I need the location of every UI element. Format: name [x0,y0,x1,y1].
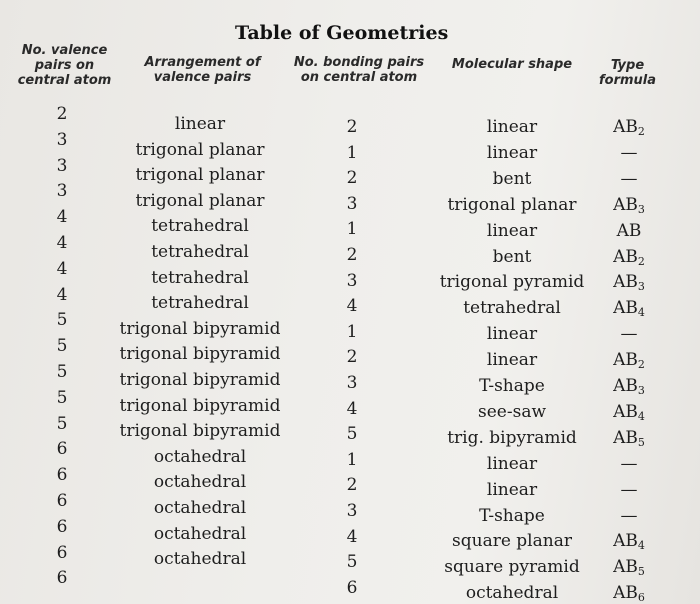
molecular-shape-cell: trigonal planar [447,194,577,215]
arrangement-cell: trigonal bipyramid [119,318,281,339]
formula-base: — [620,324,638,345]
bonding-pairs-cell: 2 [346,117,358,137]
molecular-shape-cell: bent [492,246,532,267]
valence-pairs-cell: 4 [56,233,68,253]
type-formula-cell [594,506,664,526]
formula-base: — [620,505,638,526]
arrangement-cell: trigonal bipyramid [119,395,281,416]
header-molecular-shape [448,57,576,72]
type-formula-cell [594,454,664,474]
formula-subscript: 4 [637,539,645,553]
formula-base: AB [613,272,638,293]
arrangement-cell: trigonal bipyramid [119,370,281,390]
header-line: No. valence [21,43,108,58]
arrangement-cell: tetrahedral [151,242,249,262]
type-formula-cell [594,247,664,267]
arrangement-cell: octahedral [153,472,247,493]
valence-pairs-cell: 6 [56,568,68,589]
molecular-shape-cell: tetrahedral [463,298,561,319]
type-formula-cell [594,531,664,551]
arrangement-cell: octahedral [153,498,247,518]
formula-subscript: 2 [637,254,645,268]
formula-base: AB [613,427,638,448]
formula-base: AB [613,557,638,578]
header-bonding-pairs [290,55,428,85]
valence-pairs-cell: 5 [56,310,68,331]
valence-pairs-cell: 5 [56,336,68,357]
arrangement-cell: octahedral [153,549,247,570]
valence-pairs-cell: 6 [56,516,68,537]
formula-base: AB [613,117,638,137]
type-formula-cell [594,272,664,292]
table-title: Table of Geometries [235,22,449,44]
molecular-shape-cell: trig. bipyramid [447,427,577,448]
molecular-shape-cell: trigonal pyramid [439,272,585,293]
formula-base: AB [613,376,638,396]
arrangement-cell: tetrahedral [151,216,249,237]
header-line: Arrangement of [144,55,261,70]
header-line: Molecular shape [451,57,573,72]
formula-subscript: 2 [637,358,645,372]
header-line: Type [610,58,645,73]
bonding-pairs-cell: 2 [346,245,358,265]
formula-base: AB [613,401,638,422]
valence-pairs-cell: 5 [56,387,68,408]
formula-base: — [620,142,638,163]
bonding-pairs-cell: 3 [346,193,358,214]
bonding-pairs-cell: 1 [346,219,358,240]
type-formula-cell [594,402,664,422]
molecular-shape-cell: linear [486,220,538,241]
formula-base: AB [613,298,638,319]
formula-subscript: 3 [637,384,645,397]
bonding-pairs-cell: 3 [346,373,358,393]
type-formula-cell [594,221,664,241]
type-formula-cell [594,298,664,318]
type-formula-cell [594,143,664,163]
valence-pairs-cell: 6 [56,439,68,460]
bonding-pairs-cell: 3 [346,501,358,521]
type-formula-cell [594,324,664,344]
formula-base: — [620,453,638,474]
formula-base: AB [613,350,638,371]
arrangement-cell: trigonal planar [135,165,265,186]
type-formula-cell [594,117,664,137]
valence-pairs-cell: 4 [56,207,68,228]
formula-base: AB [613,583,638,604]
arrangement-cell: trigonal bipyramid [119,421,281,442]
molecular-shape-cell: linear [486,453,538,474]
molecular-shape-cell: T-shape [479,376,545,396]
type-formula-cell [594,428,664,448]
formula-base: AB [613,246,638,267]
arrangement-cell: octahedral [153,523,247,544]
header-type-formula [595,58,660,88]
molecular-shape-cell: see-saw [478,401,546,422]
formula-subscript: 3 [637,280,645,294]
bonding-pairs-cell: 1 [346,449,358,470]
molecular-shape-cell: linear [486,479,538,500]
type-formula-cell [594,376,664,396]
valence-pairs-cell: 6 [56,542,68,563]
bonding-pairs-cell: 1 [346,142,358,163]
type-formula-cell [594,583,664,603]
valence-pairs-cell: 5 [56,413,68,434]
header-arrangement [140,55,265,85]
header-line: No. bonding pairs [293,55,425,70]
formula-subscript: 5 [637,565,645,579]
formula-subscript: 4 [637,306,645,320]
molecular-shape-cell: linear [486,324,538,345]
formula-subscript: 6 [637,591,645,604]
type-formula-cell [594,169,664,189]
bonding-pairs-cell: 5 [346,424,358,445]
molecular-shape-cell: square planar [452,531,572,552]
header-line: formula [598,73,657,88]
molecular-shape-cell: linear [486,117,538,137]
type-formula-cell [594,480,664,500]
formula-subscript: 4 [637,409,645,423]
bonding-pairs-cell: 3 [346,270,358,291]
valence-pairs-cell: 6 [56,491,68,511]
formula-base: AB [616,220,642,241]
valence-pairs-cell: 2 [56,104,68,124]
bonding-pairs-cell: 4 [346,296,358,317]
bonding-pairs-cell: 4 [346,526,358,547]
arrangement-cell: linear [174,114,226,134]
valence-pairs-cell: 5 [56,362,68,382]
molecular-shape-cell: linear [486,350,538,371]
formula-subscript: 5 [637,435,645,449]
header-line: valence pairs [153,70,252,85]
header-line: on central atom [300,70,418,85]
bonding-pairs-cell: 2 [346,347,358,368]
molecular-shape-cell: square pyramid [444,557,580,578]
bonding-pairs-cell: 5 [346,552,358,573]
bonding-pairs-cell: 2 [346,475,358,496]
formula-subscript: 2 [637,125,645,138]
valence-pairs-cell: 4 [56,258,68,279]
arrangement-cell: trigonal planar [135,190,265,211]
type-formula-cell [594,195,664,215]
header-line: central atom [17,73,112,88]
header-line: pairs on [34,58,95,73]
type-formula-cell [594,350,664,370]
bonding-pairs-cell: 6 [346,577,358,598]
arrangement-cell: tetrahedral [151,293,249,314]
formula-base: — [620,479,638,500]
header-valence-pairs [12,43,117,88]
valence-pairs-cell: 3 [56,155,68,176]
arrangement-cell: tetrahedral [151,267,249,288]
valence-pairs-cell: 6 [56,465,68,486]
bonding-pairs-cell: 4 [346,398,358,419]
bonding-pairs-cell: 2 [346,168,358,189]
valence-pairs-cell: 4 [56,284,68,305]
bonding-pairs-cell: 1 [346,321,358,342]
formula-base: AB [613,194,638,215]
arrangement-cell: trigonal bipyramid [119,344,281,365]
type-formula-cell [594,557,664,577]
valence-pairs-cell: 3 [56,129,68,150]
arrangement-cell: trigonal planar [135,139,265,160]
formula-subscript: 3 [637,202,645,216]
molecular-shape-cell: linear [486,142,538,163]
arrangement-cell: octahedral [153,446,247,467]
formula-base: AB [613,531,638,552]
molecular-shape-cell: T-shape [479,505,545,526]
molecular-shape-cell: bent [492,168,532,189]
formula-base: — [620,168,638,189]
molecular-shape-cell: octahedral [465,583,559,604]
valence-pairs-cell: 3 [56,181,68,202]
